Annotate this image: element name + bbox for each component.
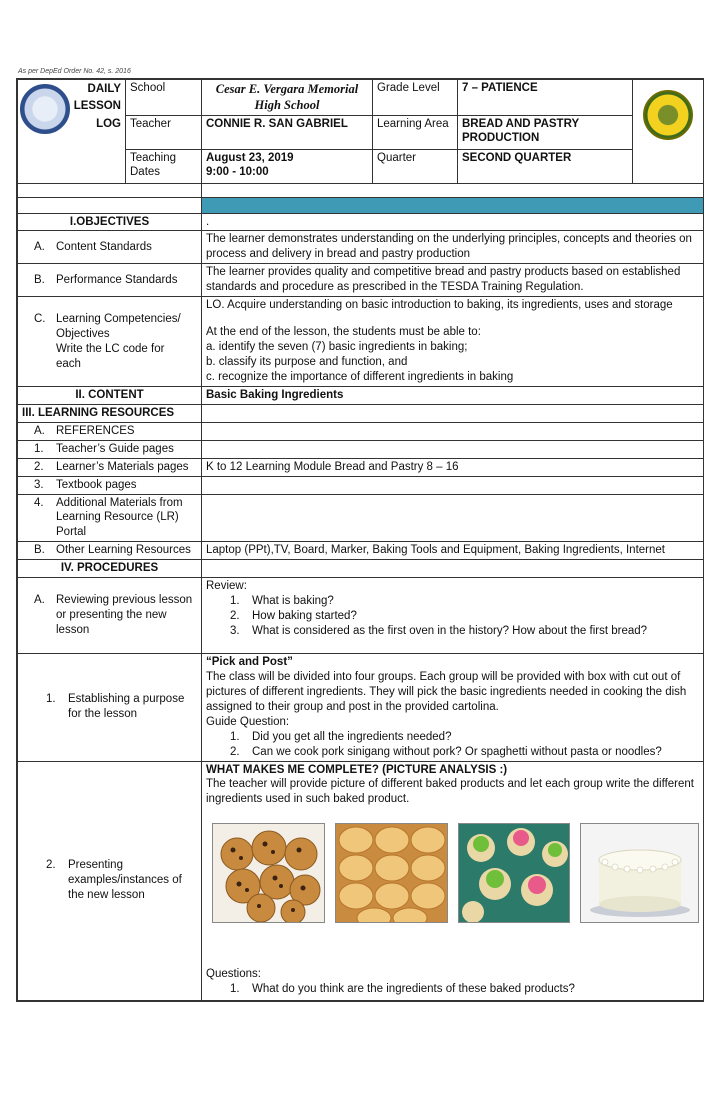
reviewing-label: A. Reviewing previous lesson or presenting the new lesson [18,578,202,654]
area-label: Learning Area [373,115,458,149]
daily-lesson-log: DAILY LESSON LOG School Cesar E. Vergara Memorial High School Grade Level 7 – PATIENCE Teacher CONNIE R. SAN GABRIEL Learning Area BREAD AND PASTRY PRODUCTION Teaching Dates August 23, 2019 9:00 - 10:00 Quarter SECOND QUARTER I.OBJECTIVES . A. Content Standards The learner demonstrates understanding on the underlying principles, concepts and theories on process and delivery in bread and pastry production B. Performance Standards The learner provides quality and competitive bread and pastry products based on established standards and procedure as prescribed in the TESDA Training Regulation. C. Learning Competencies/ Objectives Write the LC code for each LO. Acquire understanding on basic introduction to baking, its ingredients, uses and storage At the end of the lesson, the students must be able to: a. identify the seven (7) basic ingredients in baking; b. classify its purpose and function, and c. recognize the importance of different ingredients in baking II. CONTENT Basic Baking Ingredients III. LEARNING RESOURCES A. REFERENCES 1. Teacher’s Guide pages 2. Learner’s Materials pages K to 12 Learning Module Bread and Pastry 8 – 16 3. Textbook pages 4. Additional Materials from Learning Resource (LR) Portal B. Other Learning Resources Laptop (PPt),TV, Board, Marker, Baking Tools and Equipment, Baking Ingredients, Internet IV. PROCEDURES A. Reviewing previous lesson or presenting the new lesson Review: 1. What is baking? 2. How baking started? 3. What is considered as the first oven in the history? How about the first bread? 1. Establishing a purpose for the lesson “Pick and Post” The class will be divided into four groups. Each group will be provided with box with cut out of pictures of different ingredients. They will pick the basic ingredients needed in cooking the dish assigned to their group and post in the provided cartolina. Guide Question: 1. Did you get all the ingredients needed? 2. Can we cook pork sinigang without pork? Or spaghetti without pasta or noodles? 2. Presenting examples/instances of the new lesson WHAT MAKES ME COMPLETE? (PICTURE ANALYSIS :) The teacher will provide picture of different baked products and let each group write the different ingredients used in such baked product. Questions: 1. What do you think are the ingredients of these baked products? [16,78,704,1002]
presenting-label: 2. Presenting examples/instances of the new lesson [18,761,202,1001]
teacher-value: CONNIE R. SAN GABRIEL [202,115,373,149]
learners-materials-value: K to 12 Learning Module Bread and Pastry 8 – 16 [202,458,704,476]
teacher-label: Teacher [126,115,202,149]
deped-logo [18,80,56,184]
grade-value: 7 – PATIENCE [458,80,633,116]
pick-and-post-block: “Pick and Post” The class will be divided into four groups. Each group will be provided with box with cut out of pictures of different ingredients. They will pick the basic ingredients needed in cooking the dish assigned to their group and post in the provided cartolina. Guide Question: 1. Did you get all the ingredients needed? 2. Can we cook pork sinigang without pork? Or spaghetti without pasta or noodles? [202,653,704,761]
cookies-photo [212,823,325,923]
objectives-heading: I.OBJECTIVES [18,213,202,231]
additional-materials-label: 4. Additional Materials from Learning Resource (LR) Portal [18,494,202,542]
school-logo [633,80,704,184]
dates-label: Teaching Dates [126,149,202,183]
cake-photo [580,823,699,923]
dates-value: August 23, 2019 9:00 - 10:00 [202,149,373,183]
picture-analysis-block: WHAT MAKES ME COMPLETE? (PICTURE ANALYSIS :) The teacher will provide picture of different baked products and let each group write the different ingredients used in such baked product. Questions: 1. What do you think are the ingredients of these baked products? [202,761,704,1001]
procedures-heading: IV. PROCEDURES [18,560,202,578]
content-standards-text: The learner demonstrates understanding on the underlying principles, concepts and theories on process and delivery in bread and pastry production [202,231,704,264]
textbook-label: 3. Textbook pages [18,476,202,494]
area-value: BREAD AND PASTRY PRODUCTION [458,115,633,149]
teachers-guide-label: 1. Teacher’s Guide pages [18,440,202,458]
grade-label: Grade Level [373,80,458,116]
performance-standards-text: The learner provides quality and competitive bread and pastry products based on established standards and procedure as prescribed in the TESDA Training Regulation. [202,264,704,297]
deped-order-note: As per DepEd Order No. 42, s. 2016 [18,68,131,75]
purpose-label: 1. Establishing a purpose for the lesson [18,653,202,761]
review-block: Review: 1. What is baking? 2. How baking started? 3. What is considered as the first oven in the history? How about the first bread? [202,578,704,654]
references-label: A. REFERENCES [18,422,202,440]
competencies-label: C. Learning Competencies/ Objectives Write the LC code for each [18,297,202,387]
performance-standards-label: B. Performance Standards [18,264,202,297]
content-value: Basic Baking Ingredients [202,386,704,404]
quarter-label: Quarter [373,149,458,183]
content-standards-label: A. Content Standards [18,231,202,264]
other-resources-label: B. Other Learning Resources [18,542,202,560]
teal-band [202,197,704,213]
cupcakes-photo [458,823,571,923]
competencies-text: LO. Acquire understanding on basic introduction to baking, its ingredients, uses and storage At the end of the lesson, the students must be able to: a. identify the seven (7) basic ingredients in baking; b. classify its purpose and function, and c. recognize the importance of different ingredients in baking [202,297,704,387]
bread-rolls-photo [335,823,448,923]
school-value: Cesar E. Vergara Memorial High School [202,80,373,116]
school-label: School [126,80,202,116]
content-heading: II. CONTENT [18,386,202,404]
other-resources-value: Laptop (PPt),TV, Board, Marker, Baking Tools and Equipment, Baking Ingredients, Internet [202,542,704,560]
dll-title: DAILY LESSON LOG [56,80,126,184]
learners-materials-label: 2. Learner’s Materials pages [18,458,202,476]
resources-heading: III. LEARNING RESOURCES [18,404,202,422]
quarter-value: SECOND QUARTER [458,149,633,183]
